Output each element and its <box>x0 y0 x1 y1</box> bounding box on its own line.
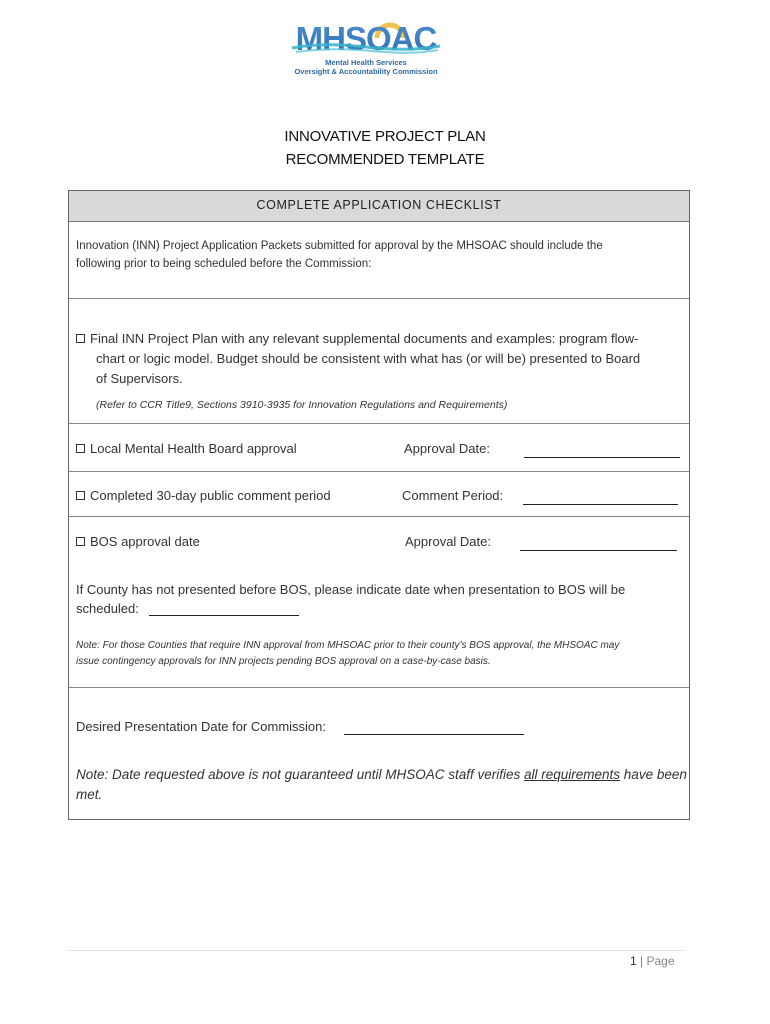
final-note-part-b: have been <box>620 767 687 782</box>
checklist-item-final-plan[interactable] <box>76 329 638 349</box>
svg-text:MHSOAC: MHSOAC <box>295 20 437 57</box>
note-line2: issue contingency approvals for INN projects pending BOS approval on a case-by-case basis. <box>76 656 491 667</box>
checkbox[interactable] <box>76 491 85 500</box>
comment-period-field[interactable] <box>523 504 678 505</box>
mhsoac-logo <box>282 20 450 80</box>
page-footer <box>630 954 675 968</box>
checklist-item-bos-approval[interactable] <box>76 532 200 552</box>
page-number: 1 <box>630 954 637 968</box>
intro-line1: Innovation (INN) Project Application Packets submitted for approval by the MHSOAC should include the <box>76 240 603 252</box>
item1-line1: Final INN Project Plan with any relevant supplemental documents and examples: program flow- <box>90 331 639 346</box>
page-title-line2: RECOMMENDED TEMPLATE <box>285 151 485 168</box>
row-divider <box>69 687 689 688</box>
item4-field-label: Approval Date: <box>405 534 491 549</box>
note-line1: Note: For those Counties that require INN approval from MHSOAC prior to their county’s BOS approval, the MHSOAC may <box>76 640 620 651</box>
checklist-item-mh-board[interactable] <box>76 439 297 459</box>
row-divider <box>69 516 689 517</box>
logo-subtitle-line1: Mental Health Services <box>325 58 407 67</box>
final-note-line1 <box>76 765 687 785</box>
final-note-part-a: Note: Date requested above is not guaranteed until MHSOAC staff verifies <box>76 767 524 782</box>
item3-label: Completed 30-day public comment period <box>90 488 331 503</box>
page-label: Page <box>646 954 675 968</box>
intro-line2: following prior to being scheduled before the Commission: <box>76 258 372 270</box>
page-separator: | <box>640 954 644 968</box>
bos-line2 <box>76 599 139 619</box>
bos-scheduled-label: scheduled: <box>76 601 139 616</box>
row-divider <box>69 423 689 424</box>
row-divider <box>69 298 689 299</box>
approval-date-field[interactable] <box>524 457 680 458</box>
row-divider <box>69 471 689 472</box>
page-title-line1: INNOVATIVE PROJECT PLAN <box>284 128 486 145</box>
bos-scheduled-field[interactable] <box>149 615 299 616</box>
bos-line1: If County has not presented before BOS, please indicate date when presentation to BOS will be <box>76 582 626 597</box>
desired-date-label: Desired Presentation Date for Commission: <box>76 719 326 734</box>
item4-label: BOS approval date <box>90 534 200 549</box>
checklist-header: COMPLETE APPLICATION CHECKLIST <box>69 191 689 222</box>
checkbox[interactable] <box>76 334 85 343</box>
item1-line2: chart or logic model. Budget should be consistent with what has (or will be) presented to Board <box>96 351 641 366</box>
final-note-line2: met. <box>76 787 103 802</box>
logo-wordmark <box>282 20 450 58</box>
desired-date-field[interactable] <box>344 734 524 735</box>
item2-field-label: Approval Date: <box>404 441 490 456</box>
item1-reference: (Refer to CCR Title9, Sections 3910-3935 for Innovation Regulations and Requirements) <box>96 399 508 411</box>
footer-divider <box>68 950 684 951</box>
checklist-box <box>68 190 690 820</box>
bos-approval-date-field[interactable] <box>520 550 677 551</box>
logo-subtitle-line2: Oversight & Accountability Commission <box>294 67 438 76</box>
item2-label: Local Mental Health Board approval <box>90 441 297 456</box>
final-note-underlined: all requirements <box>524 767 621 782</box>
checkbox[interactable] <box>76 444 85 453</box>
checklist-item-public-comment[interactable] <box>76 486 331 506</box>
item1-line3: of Supervisors. <box>96 371 183 386</box>
checkbox[interactable] <box>76 537 85 546</box>
item3-field-label: Comment Period: <box>402 488 504 503</box>
